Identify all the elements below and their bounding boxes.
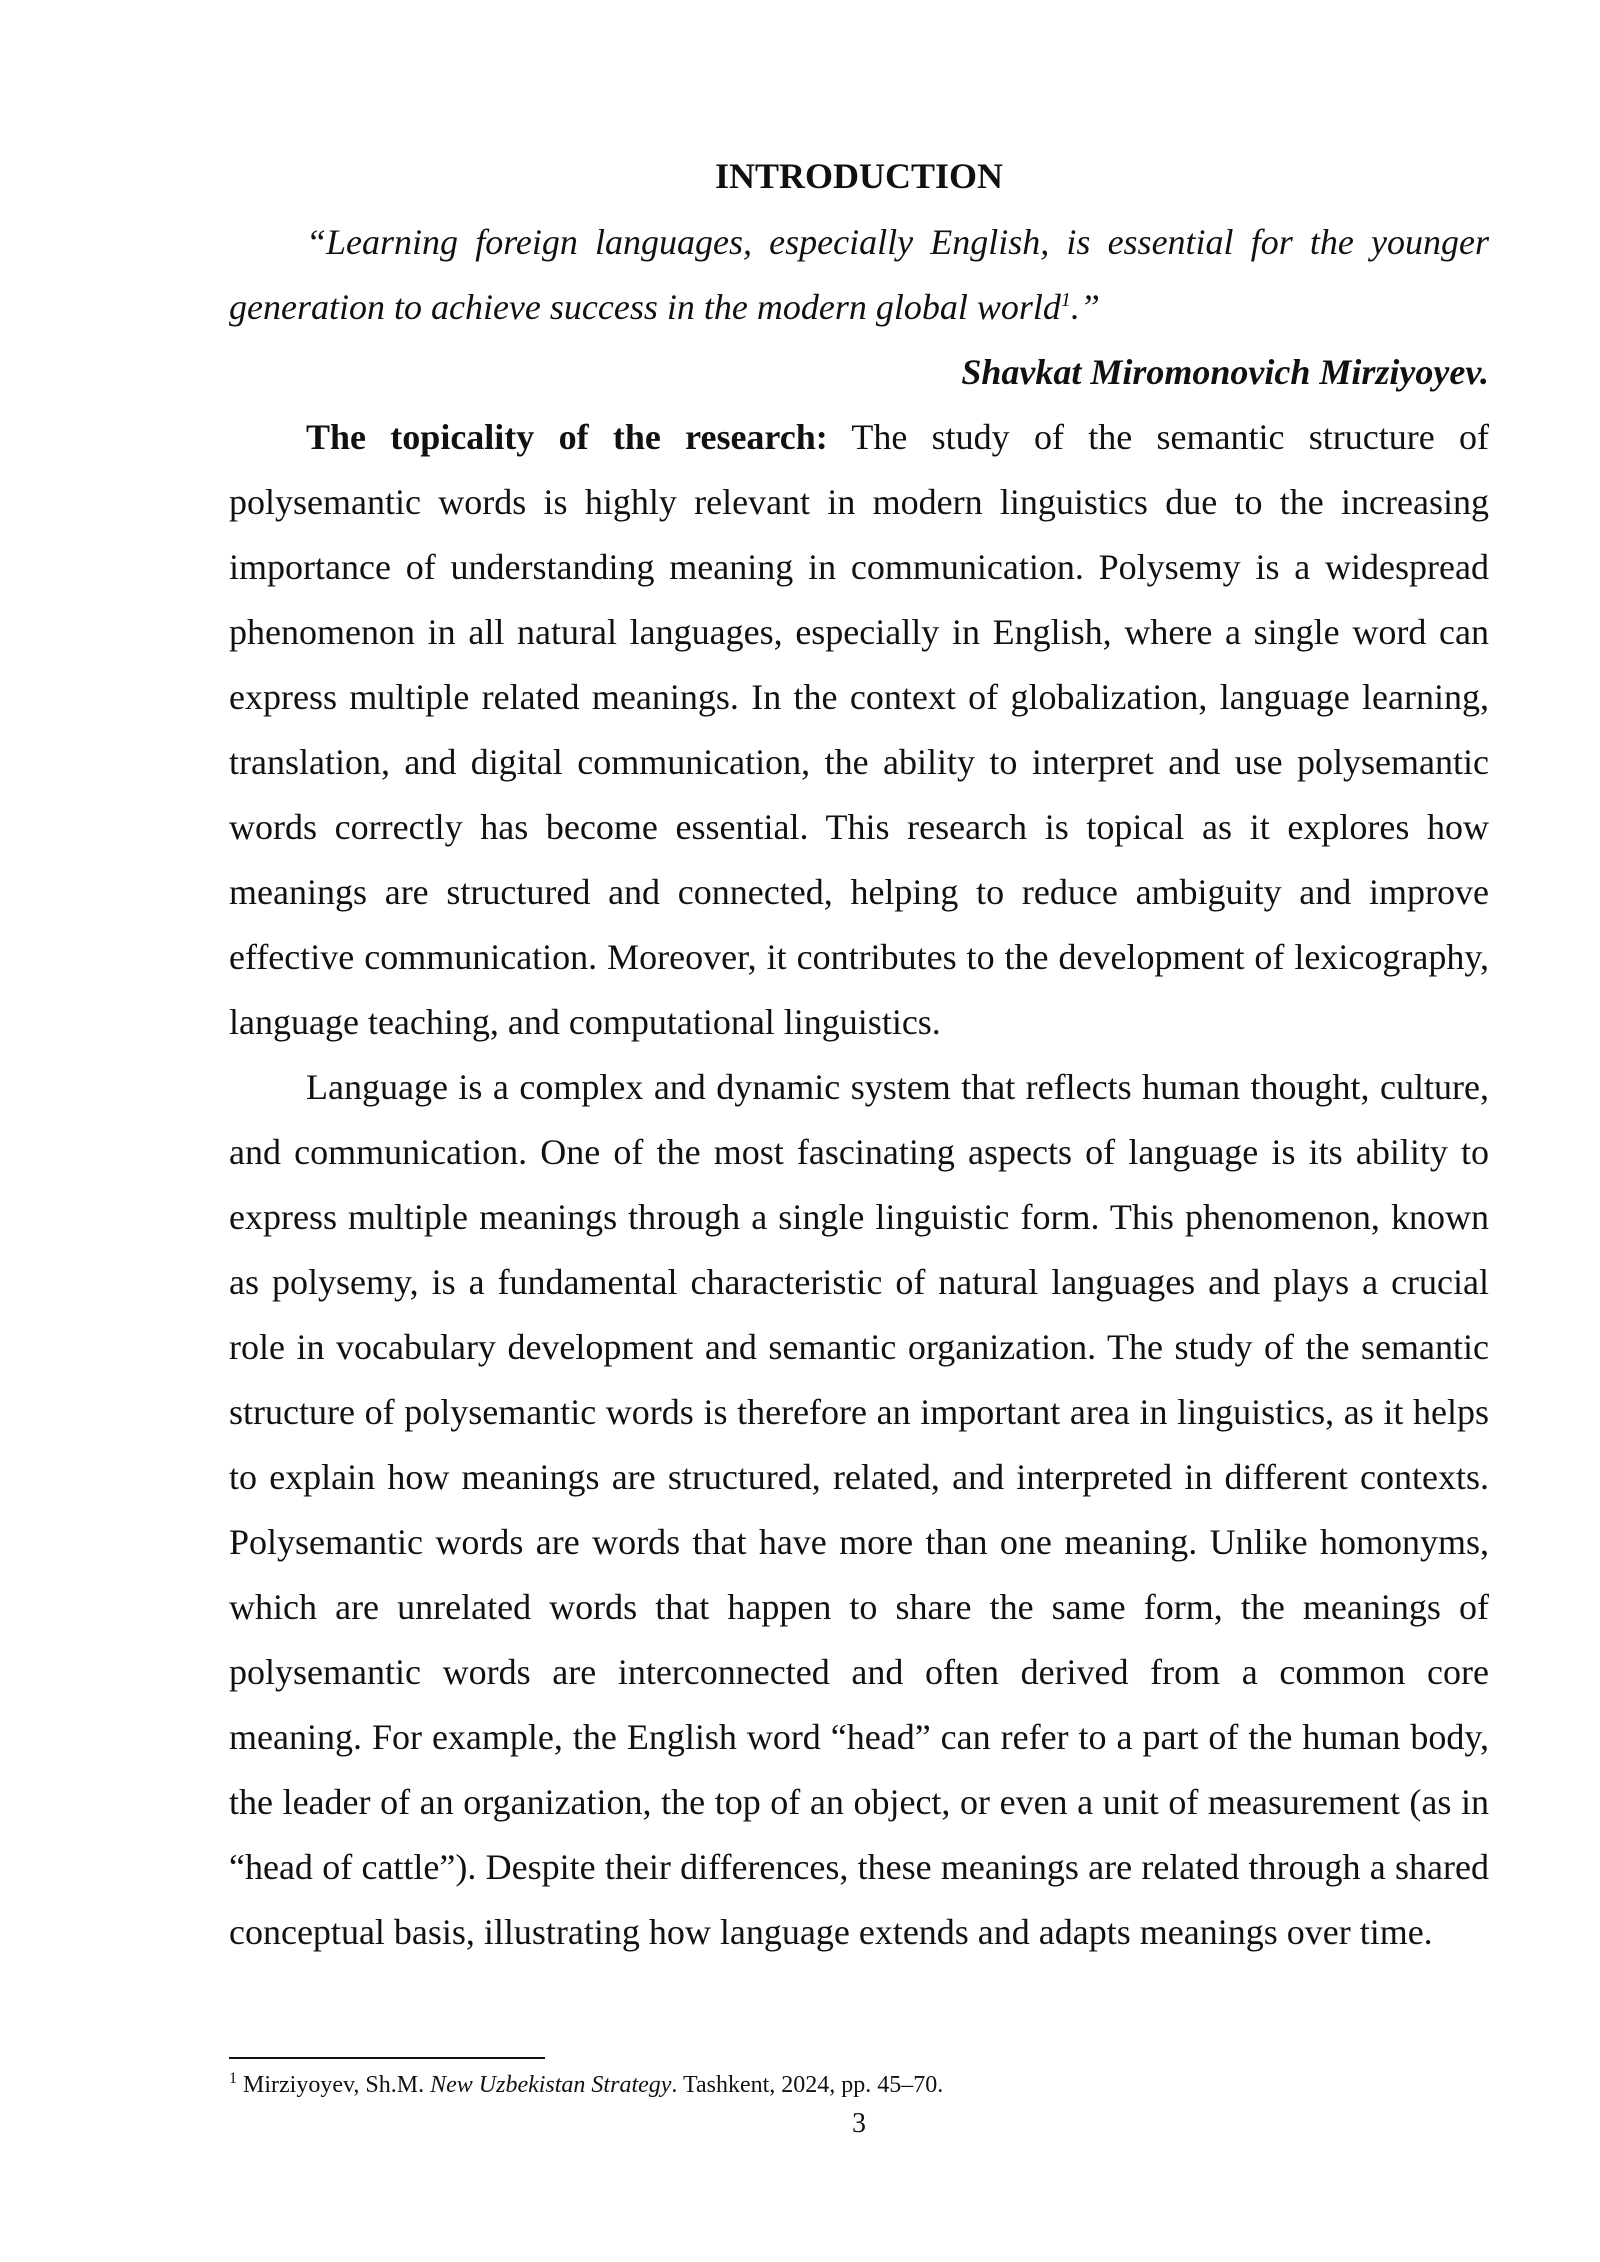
footnote xyxy=(229,2068,1489,2102)
topicality-lead: The topicality of the research: xyxy=(306,417,828,457)
epigraph-text: “Learning foreign languages, especially English, is essential for the younger generation to achieve success in the modern global world xyxy=(229,222,1489,327)
footnote-author: Mirziyoyev, Sh.M. xyxy=(237,2072,431,2098)
footnote-details: . Tashkent, 2024, pp. 45–70. xyxy=(671,2072,944,2098)
body-paragraph: Language is a complex and dynamic system that reflects human thought, culture, and communication. One of the most fascinating aspects of language is its ability to express multiple meanings through a single linguistic form. This phenomenon, known as polysemy, is a fundamental characteristic of natural languages and plays a crucial role in vocabulary development and semantic organization. The study of the semantic structure of polysemantic words is therefore an important area in linguistics, as it helps to explain how meanings are structured, related, and interpreted in different contexts. Polysemantic words are words that have more than one meaning. Unlike homonyms, which are unrelated words that happen to share the same form, the meanings of polysemantic words are interconnected and often derived from a common core meaning. For example, the English word “head” can refer to a part of the human body, the leader of an organization, the top of an object, or even a unit of measurement (as in “head of cattle”). Despite their differences, these meanings are related through a shared conceptual basis, illustrating how language extends and adapts meanings over time. xyxy=(229,1067,1489,1952)
topicality-paragraph xyxy=(229,405,1489,1055)
footnote-divider xyxy=(229,2057,545,2059)
epigraph-quote xyxy=(229,210,1489,340)
page-number: 3 xyxy=(852,2108,866,2139)
topicality-body: The study of the semantic structure of polysemantic words is highly relevant in modern linguistics due to the increasing importance of understanding meaning in communication. Polysemy is a widespread phenomenon in all natural languages, especially in English, where a single word can express multiple related meanings. In the context of globalization, language learning, translation, and digital communication, the ability to interpret and use polysemantic words correctly has become essential. This research is topical as it explores how meanings are structured and connected, helping to reduce ambiguity and improve effective communication. Moreover, it contributes to the development of lexicography, language teaching, and computational linguistics. xyxy=(229,417,1489,1042)
footnote-reference[interactable]: 1 xyxy=(1060,289,1071,311)
footnote-number: 1 xyxy=(229,2070,237,2087)
epigraph-author: Shavkat Miromonovich Mirziyoyev. xyxy=(961,352,1489,392)
footnote-book-title: New Uzbekistan Strategy xyxy=(430,2072,672,2098)
section-heading: INTRODUCTION xyxy=(714,156,1004,196)
epigraph-closing: .” xyxy=(1070,287,1100,327)
